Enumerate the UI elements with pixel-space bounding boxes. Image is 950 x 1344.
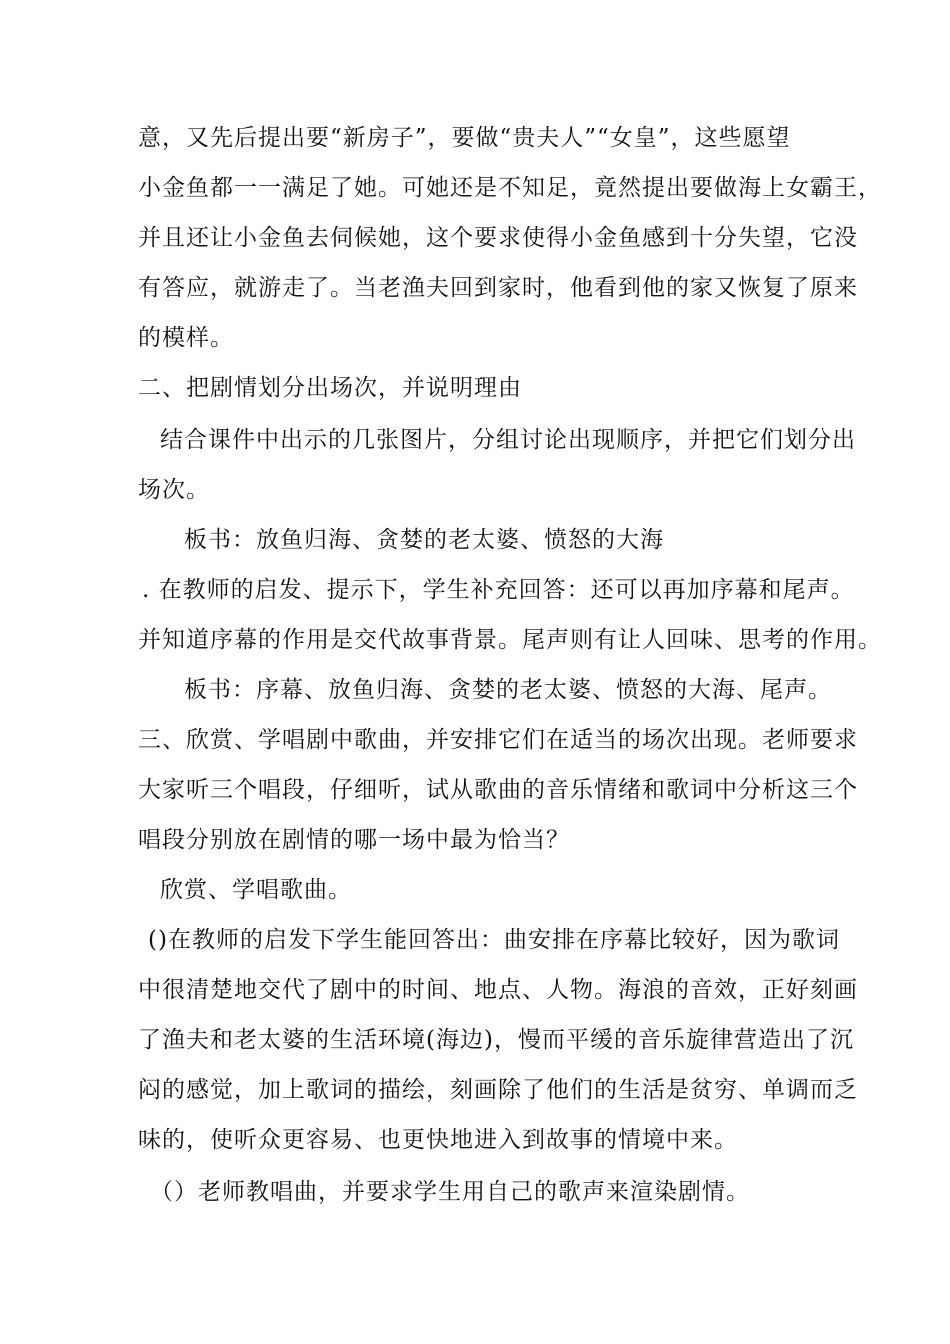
paragraph-line: 并且还让小金鱼去伺候她，这个要求使得小金鱼感到十分失望，它没: [138, 225, 858, 251]
paragraph-line: 味的，使听众更容易、也更快地进入到故事的情境中来。: [138, 1127, 738, 1153]
paragraph-line: 并知道序幕的作用是交代故事背景。尾声则有让人回味、思考的作用。: [138, 627, 882, 653]
paragraph-line: 结合课件中出示的几张图片，分组讨论出现顺序，并把它们划分出: [160, 427, 856, 453]
section-heading: 二、把剧情划分出场次，并说明理由: [138, 375, 522, 401]
paragraph-line: （）老师教唱曲，并要求学生用自己的歌声来渲染剧情。: [150, 1179, 750, 1205]
paragraph-line: 闷的感觉，加上歌词的描绘，刻画除了他们的生活是贫穷、单调而乏: [138, 1077, 858, 1103]
paragraph-line: . 在教师的启发、提示下，学生补充回答：还可以再加序幕和尾声。: [142, 577, 855, 603]
paragraph-line: 中很清楚地交代了剧中的时间、地点、人物。海浪的音效，正好刻画: [138, 977, 858, 1003]
paragraph-line: 场次。: [138, 477, 210, 503]
paragraph-line: 了渔夫和老太婆的生活环境(海边)，慢而平缓的音乐旋律营造出了沉: [138, 1027, 854, 1053]
section-heading: 三、欣赏、学唱剧中歌曲，并安排它们在适当的场次出现。老师要求: [138, 727, 858, 753]
paragraph-line: 欣赏、学唱歌曲。: [160, 877, 352, 903]
paragraph-line: 有答应，就游走了。当老渔夫回到家时，他看到他的家又恢复了原来: [138, 275, 858, 301]
paragraph-line: 小金鱼都一一满足了她。可她还是不知足，竟然提出要做海上女霸王，: [138, 175, 882, 201]
board-note: 板书：序幕、放鱼归海、贪婪的老太婆、愤怒的大海、尾声。: [184, 677, 832, 703]
paragraph-line: 的模样。: [138, 325, 234, 351]
paragraph-line: ()在教师的启发下学生能回答出：曲安排在序幕比较好，因为歌词: [148, 927, 840, 953]
board-note: 板书：放鱼归海、贪婪的老太婆、愤怒的大海: [184, 527, 664, 553]
paragraph-line: 大家听三个唱段，仔细听，试从歌曲的音乐情绪和歌词中分析这三个: [138, 777, 858, 803]
paragraph-line: 意，又先后提出要“新房子”，要做“贵夫人”“女皇”，这些愿望: [138, 125, 791, 151]
paragraph-line: 唱段分别放在剧情的哪一场中最为恰当？: [138, 827, 570, 853]
